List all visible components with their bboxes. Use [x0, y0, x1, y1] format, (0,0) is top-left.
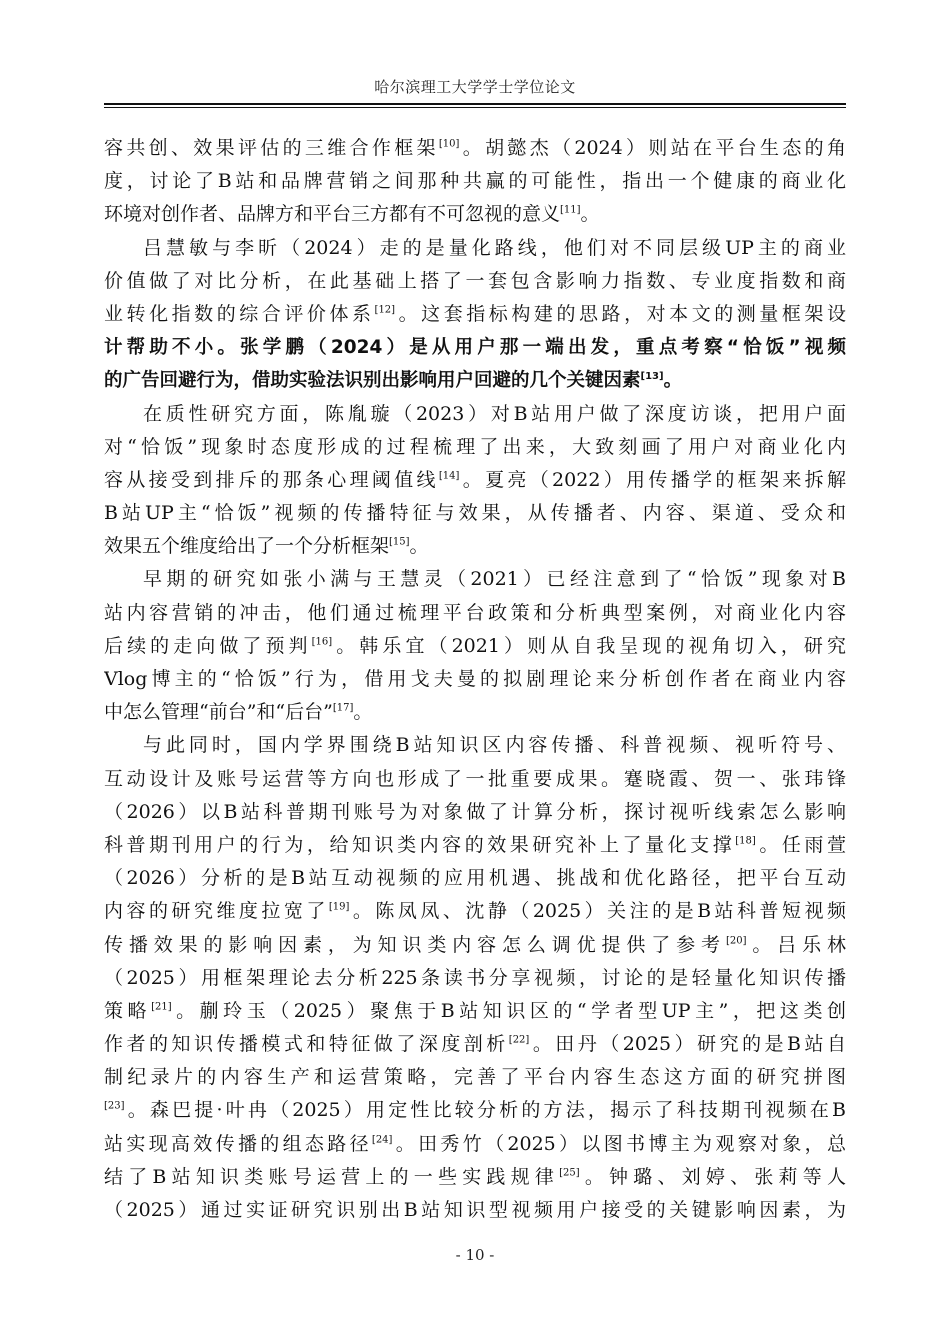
text-line: 效果五个维度给出了一个分析框架[15]。	[104, 535, 429, 558]
citation-marker: [23]	[104, 1101, 125, 1113]
text-line: 中怎么管理“前台”和“后台”[17]。	[104, 701, 373, 724]
text-line: Vlog博主的“恰饭”行为，借用戈夫曼的拟剧理论来分析创作者在商业内容	[104, 668, 846, 690]
text-line-emphasis: 计帮助不小。张学鹏（2024）是从用户那一端出发，重点考察“恰饭”视频	[104, 337, 846, 359]
citation-marker: [15]	[389, 536, 410, 548]
text-line: 结了B站知识类账号运营上的一些实践规律[25]。钟璐、刘婷、张莉等人	[104, 1165, 846, 1188]
text-line: 科普期刊用户的行为，给知识类内容的效果研究补上了量化支撑[18]。任雨萱	[104, 833, 846, 856]
citation-marker: [19]	[328, 901, 350, 913]
citation-marker: [13]	[640, 371, 664, 383]
running-header: 哈尔滨理工大学学士学位论文	[374, 78, 576, 96]
text-line: 制纪录片的内容生产和运营策略，完善了平台内容生态这方面的研究拼图	[104, 1066, 846, 1089]
text-line: 内容的研究维度拉宽了[19]。陈凤凤、沈静（2025）关注的是B站科普短视频	[104, 900, 846, 923]
page-number: - 10 -	[455, 1246, 495, 1264]
citation-marker: [20]	[725, 935, 747, 947]
text-line: 作者的知识传播模式和特征做了深度剖析[22]。田丹（2025）研究的是B站自	[104, 1033, 846, 1056]
citation-marker: [11]	[560, 205, 581, 217]
text-line: 环境对创作者、品牌方和平台三方都有不可忽视的意义[11]。	[104, 203, 600, 226]
citation-marker: [17]	[332, 702, 354, 714]
header-rule	[104, 103, 846, 105]
text-line: （2026）分析的是B站互动视频的应用机遇、挑战和优化路径，把平台互动	[104, 867, 846, 890]
citation-marker: [10]	[438, 138, 460, 150]
text-line: 业转化指数的综合评价体系[12]。这套指标构建的思路，对本文的测量框架设	[104, 302, 846, 325]
citation-marker: [16]	[311, 636, 333, 648]
text-line: [23]。森巴提·叶冉（2025）用定性比较分析的方法，揭示了科技期刊视频在B	[104, 1099, 846, 1122]
citation-marker: [25]	[559, 1167, 580, 1179]
text-line: 在质性研究方面，陈胤璇（2023）对B站用户做了深度访谈，把用户面	[143, 402, 846, 425]
text-line: 容从接受到排斥的那条心理阈值线[14]。夏亮（2022）用传播学的框架来拆解	[104, 468, 846, 491]
text-line: 站内容营销的冲击，他们通过梳理平台政策和分析典型案例，对商业化内容	[104, 601, 846, 624]
citation-marker: [14]	[438, 470, 460, 482]
text-line-emphasis: 的广告回避行为，借助实验法识别出影响用户回避的几个关键因素[13]。	[104, 370, 683, 392]
text-line: 后续的走向做了预判[16]。韩乐宜（2021）则从自我呈现的视角切入，研究	[104, 634, 846, 657]
text-line: 容共创、效果评估的三维合作框架[10]。胡懿杰（2024）则站在平台生态的角	[104, 137, 846, 159]
body-text	[104, 132, 846, 1227]
text-line: 互动设计及账号运营等方向也形成了一批重要成果。蹇晓霞、贺一、张玮锋	[104, 767, 846, 790]
citation-marker: [18]	[735, 835, 756, 847]
citation-marker: [22]	[508, 1034, 530, 1046]
text-line: 价值做了对比分析，在此基础上搭了一套包含影响力指数、专业度指数和商	[104, 269, 846, 292]
text-line: （2025）通过实证研究识别出B站知识型视频用户接受的关键影响因素，为	[104, 1199, 846, 1221]
text-line: （2026）以B站科普期刊账号为对象做了计算分析，探讨视听线索怎么影响	[104, 800, 846, 823]
citation-marker: [24]	[371, 1134, 393, 1146]
text-line: 早期的研究如张小满与王慧灵（2021）已经注意到了“恰饭”现象对B	[143, 568, 846, 591]
citation-marker: [12]	[374, 304, 396, 316]
text-line: B站UP主“恰饭”视频的传播特征与效果，从传播者、内容、渠道、受众和	[104, 502, 846, 525]
text-line: 对“恰饭”现象时态度形成的过程梳理了出来，大致刻画了用户对商业化内	[104, 435, 846, 458]
text-line: 吕慧敏与李昕（2024）走的是量化路线，他们对不同层级UP主的商业	[143, 236, 846, 259]
text-line: 度，讨论了B站和品牌营销之间那种共赢的可能性，指出一个健康的商业化	[104, 170, 846, 193]
text-line: 站实现高效传播的组态路径[24]。田秀竹（2025）以图书博主为观察对象，总	[104, 1132, 846, 1155]
text-line: （2025）用框架理论去分析225条读书分享视频，讨论的是轻量化知识传播	[104, 966, 846, 989]
citation-marker: [21]	[151, 1001, 172, 1013]
text-line: 传播效果的影响因素，为知识类内容怎么调优提供了参考[20]。吕乐林	[104, 933, 846, 956]
header-rule-thin	[104, 107, 846, 108]
text-line: 与此同时，国内学界围绕B站知识区内容传播、科普视频、视听符号、	[143, 734, 846, 757]
text-line: 策略[21]。蒯玲玉（2025）聚焦于B站知识区的“学者型UP主”，把这类创	[104, 999, 846, 1022]
